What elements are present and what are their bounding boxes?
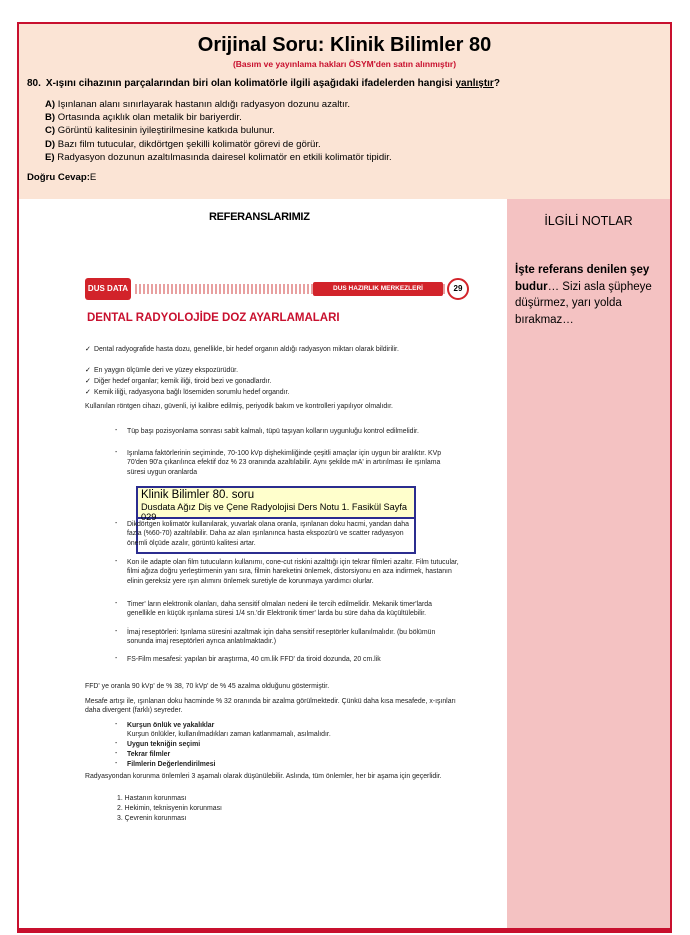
- notes-column: [507, 199, 670, 930]
- dash-marker: -: [115, 721, 118, 728]
- page-number: 29: [447, 278, 469, 300]
- question-keyword: yanlıştır: [455, 78, 494, 89]
- dash-item-timer: Timer' ların elektronik olanları, daha sensitif olmaları nedeni ile tercih edilmelidir. Mekanik timer'larda genellikle en küçük ışınlama süresi 1/4 sn.'dir Elektronik timer' larda bu süre daha da küçültülebilir.: [127, 601, 432, 618]
- option-c: C) Görüntü kalitesinin iyileştirilmesine katkıda bulunur.: [45, 125, 275, 137]
- list-item: Tekrar filmler: [127, 751, 171, 758]
- notes-text: İşte referans denilen şey budur… Sizi asla şüpheye düşürmez, yarı yolda bırakmaz…: [515, 264, 652, 326]
- dash-marker: -: [115, 655, 118, 662]
- callout-title: Klinik Bilimler 80. soru: [141, 489, 255, 501]
- header-label: DUS HAZIRLIK MERKEZLERİ: [313, 282, 443, 296]
- check-item: Kemik iliği, radyasyona bağlı lösemiden sorumlu hedef organdır.: [94, 389, 290, 396]
- correct-answer: Doğru Cevap:E: [27, 172, 97, 183]
- option-b: B) Ortasında açıklık olan metalik bir bariyerdir.: [45, 112, 242, 124]
- list-item: Kurşun önlükler, kullanılmadıkları zaman katlanmamalı, asılmalıdır.: [127, 731, 331, 738]
- notes-title: İLGİLİ NOTLAR: [544, 214, 633, 228]
- book-page-excerpt: [85, 274, 469, 834]
- check-icon: ✓: [85, 378, 91, 385]
- question-mark: ?: [493, 78, 500, 89]
- paragraph: Mesafe artışı ile, ışınlanan doku hacminde % 32 oranında bir azalma görülmektedir. Çünkü daha kısa mesafede, x-ışınları daha divergent (farklı) seyreder.: [85, 698, 456, 715]
- dash-item-fs: FS-Film mesafesi: yapılan bir araştırma, 40 cm.lik FFD' da tiroid dozunda, 20 cm.lik: [127, 656, 381, 663]
- dash-item: Tüp başı pozisyonlama sonrası sabit kalmalı, tüpü taşıyan kolların uygunluğu kontrol edilmelidir.: [127, 428, 419, 435]
- dash-marker: -: [115, 600, 118, 607]
- references-title: REFERANSLARIMIZ: [209, 211, 310, 223]
- answer-options: [45, 98, 392, 164]
- dash-marker: -: [115, 740, 118, 747]
- dash-marker: -: [115, 750, 118, 757]
- list-item: Uygun tekniğin seçimi: [127, 741, 201, 748]
- question-box: [19, 24, 670, 199]
- list-item: 1. Hastanın korunması: [117, 795, 187, 802]
- document-frame: [17, 22, 672, 932]
- check-icon: ✓: [85, 389, 91, 396]
- option-e: E) Radyasyon dozunun azaltılmasında dairesel kolimatör en etkili kolimatör tipidir.: [45, 151, 392, 163]
- dash-marker: -: [115, 760, 118, 767]
- question-number: 80.: [27, 78, 41, 89]
- reference-callout: [136, 486, 416, 522]
- question-text: [27, 78, 667, 89]
- dash-item-imaj: İmaj reseptörleri: Işınlama süresini azaltmak için daha sensitif reseptörler kullanılmalıdır. (bu bölümün sonunda imaj reseptörleri ayrıca anlatılmaktadır.): [127, 629, 436, 646]
- option-a: A) Işınlanan alanı sınırlayarak hastanın aldığı radyasyon dozunu azaltır.: [45, 99, 351, 110]
- dusdata-logo: DUS DATA: [85, 278, 131, 300]
- dash-marker: -: [115, 558, 118, 565]
- dash-item-kolimator: Dikdörtgen kolimatör kullanılarak, yuvarlak olana oranla, ışınlanan doku hacmi, yandan daha fazla (%60-70) azaltılabilir. Daha az alan ışınlanınca hasta ekspozürü ve scatter radyasyon önemli ölçüde azalır, görüntü kalitesi artar.: [127, 521, 409, 547]
- dash-marker: -: [115, 427, 118, 434]
- check-icon: ✓: [85, 367, 91, 374]
- copyright-note: (Basım ve yayınlama hakları ÖSYM'den satın alınmıştır): [232, 59, 457, 69]
- check-item: En yaygın ölçümle deri ve yüzey ekspozürüdür.: [94, 367, 239, 374]
- option-d: D) Bazı film tutucular, dikdörtgen şekilli kolimatör görevi de görür.: [45, 138, 321, 150]
- list-item: Filmlerin Değerlendirilmesi: [127, 761, 216, 768]
- paragraph: Radyasyondan korunma önlemleri 3 aşamalı olarak düşünülebilir. Aslında, tüm önlemler, her bir aşama için geçerlidir.: [85, 773, 442, 780]
- dash-marker: -: [115, 449, 118, 456]
- paragraph: FFD' ye oranla 90 kVp' de % 38, 70 kVp' de % 45 azalma olduğunu göstermiştir.: [85, 683, 330, 690]
- bottom-bar: [17, 928, 672, 933]
- dash-item-kon: Kon ile adapte olan film tutucuların kullanımı, cone-cut riskini azalttığı için tekrar filmleri azaltır. Film tutucular, filmi ağıza doğru yerleştirmenin yanı sıra, filmin hareketini önlemek, distorsiyonu en aza indirmek, hastanın elinin gereksiz yere ışın alımını önlemek suretiyle de korunmaya yardımcı olurlar.: [127, 559, 459, 585]
- question-stem: X-ışını cihazının parçalarından biri olan kolimatörle ilgili aşağıdaki ifadelerden hangisi: [45, 78, 453, 89]
- list-item: Kurşun önlük ve yakalıklar: [127, 722, 215, 729]
- book-page-header: [85, 274, 469, 304]
- dash-item: Işınlama faktörlerinin seçiminde, 70-100 kVp dişhekimliğinde çeşitli amaçlar için uygun bir aralıktır. KVp 70'den 90'a çıkarılınca efektif doz % 23 oranında azaltılabilir. Aynı şekilde mA' in artırılması ile ışınlama süresi uygun oranlarda: [127, 450, 442, 476]
- callout-description: Dusdata Ağız Diş ve Çene Radyolojisi Ders Notu 1. Fasikül Sayfa 029: [141, 502, 408, 522]
- dash-marker: -: [115, 520, 118, 527]
- list-item: 3. Çevrenin korunması: [117, 815, 187, 822]
- page-title: Orijinal Soru: Klinik Bilimler 80: [197, 34, 492, 56]
- check-icon: ✓: [85, 346, 91, 353]
- check-item: Diğer hedef organlar; kemik iliği, tiroid bezi ve gonadlardır.: [94, 378, 272, 385]
- dash-marker: -: [115, 628, 118, 635]
- check-item: Dental radyografide hasta dozu, genellikle, bir hedef organın aldığı radyasyon miktarı olarak bildirilir.: [94, 346, 399, 353]
- list-item: 2. Hekimin, teknisyenin korunması: [117, 805, 222, 812]
- paragraph: Kullanılan röntgen cihazı, güvenli, iyi kalibre edilmiş, periyodik bakım ve kontrolleri yapılıyor olmalıdır.: [85, 403, 393, 410]
- book-heading: DENTAL RADYOLOJİDE DOZ AYARLAMALARI: [87, 312, 340, 324]
